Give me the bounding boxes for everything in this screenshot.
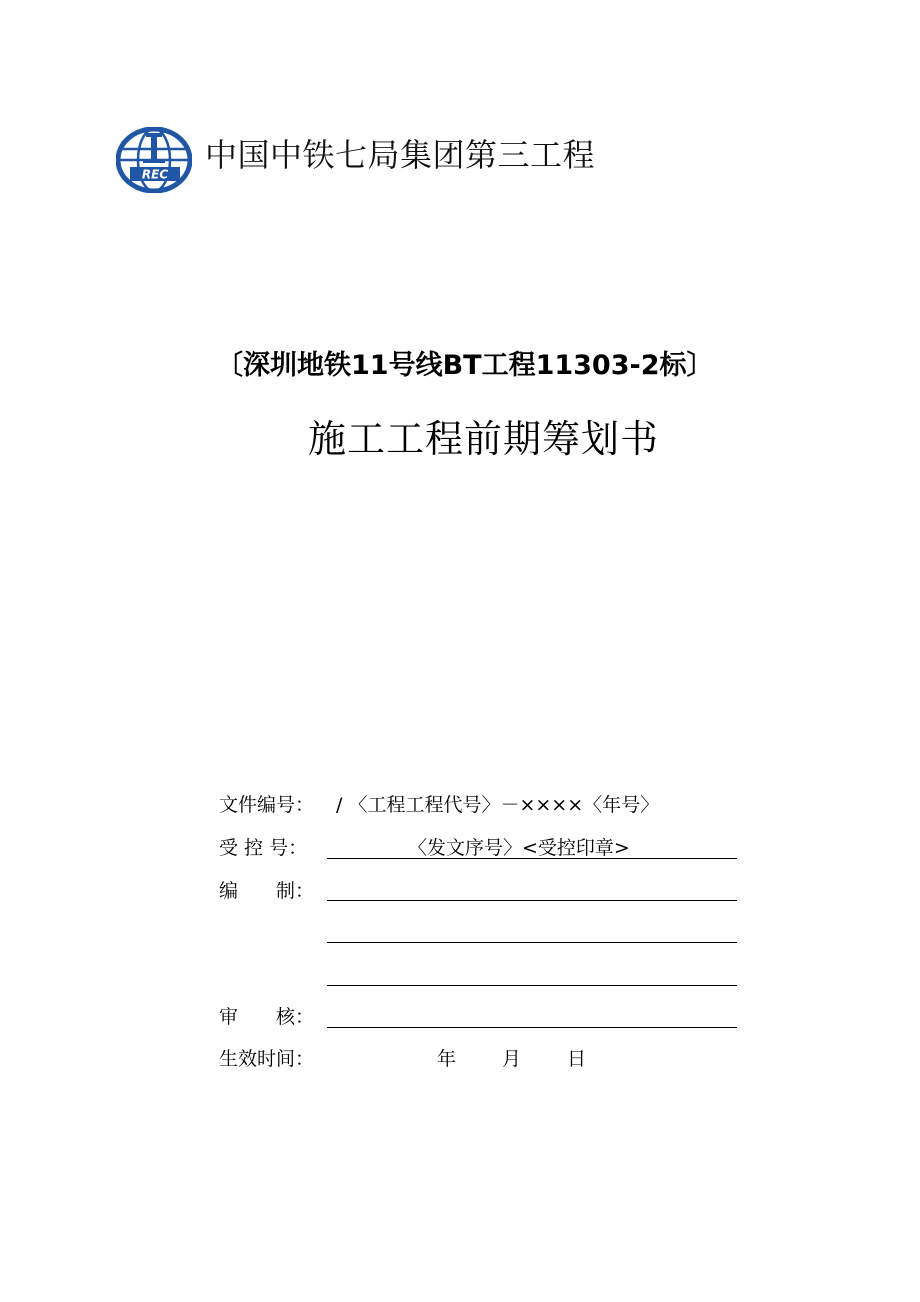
control-no-underline (327, 858, 737, 859)
compiled-label: 编 制： (219, 880, 315, 902)
project-subtitle: 〔深圳地铁11号线BT工程11303-2标〕 (216, 350, 714, 381)
effective-label: 生效时间： (219, 1048, 315, 1070)
company-name: 中国中铁七局集团第三工程 (205, 136, 596, 174)
logo-text: REC (141, 167, 169, 182)
date-day: 日 (567, 1048, 587, 1070)
control-no-label: 受 控 号： (219, 837, 308, 859)
control-no-value: 〈发文序号〉<受控印章> (408, 837, 630, 859)
date-year: 年 (437, 1048, 457, 1070)
compiled-line-3 (327, 985, 737, 986)
review-underline (327, 1027, 737, 1028)
compiled-line-2 (327, 942, 737, 943)
document-title: 施工工程前期筹划书 (308, 417, 660, 461)
logo-globe-icon (118, 129, 190, 191)
date-month: 月 (502, 1048, 522, 1070)
review-label: 审 核： (219, 1006, 315, 1028)
file-no-label: 文件编号： (219, 794, 315, 816)
compiled-line-1 (327, 900, 737, 901)
company-logo (116, 127, 192, 193)
file-no-value: / 〈工程工程代号〉－××××〈年号〉 (336, 794, 660, 816)
